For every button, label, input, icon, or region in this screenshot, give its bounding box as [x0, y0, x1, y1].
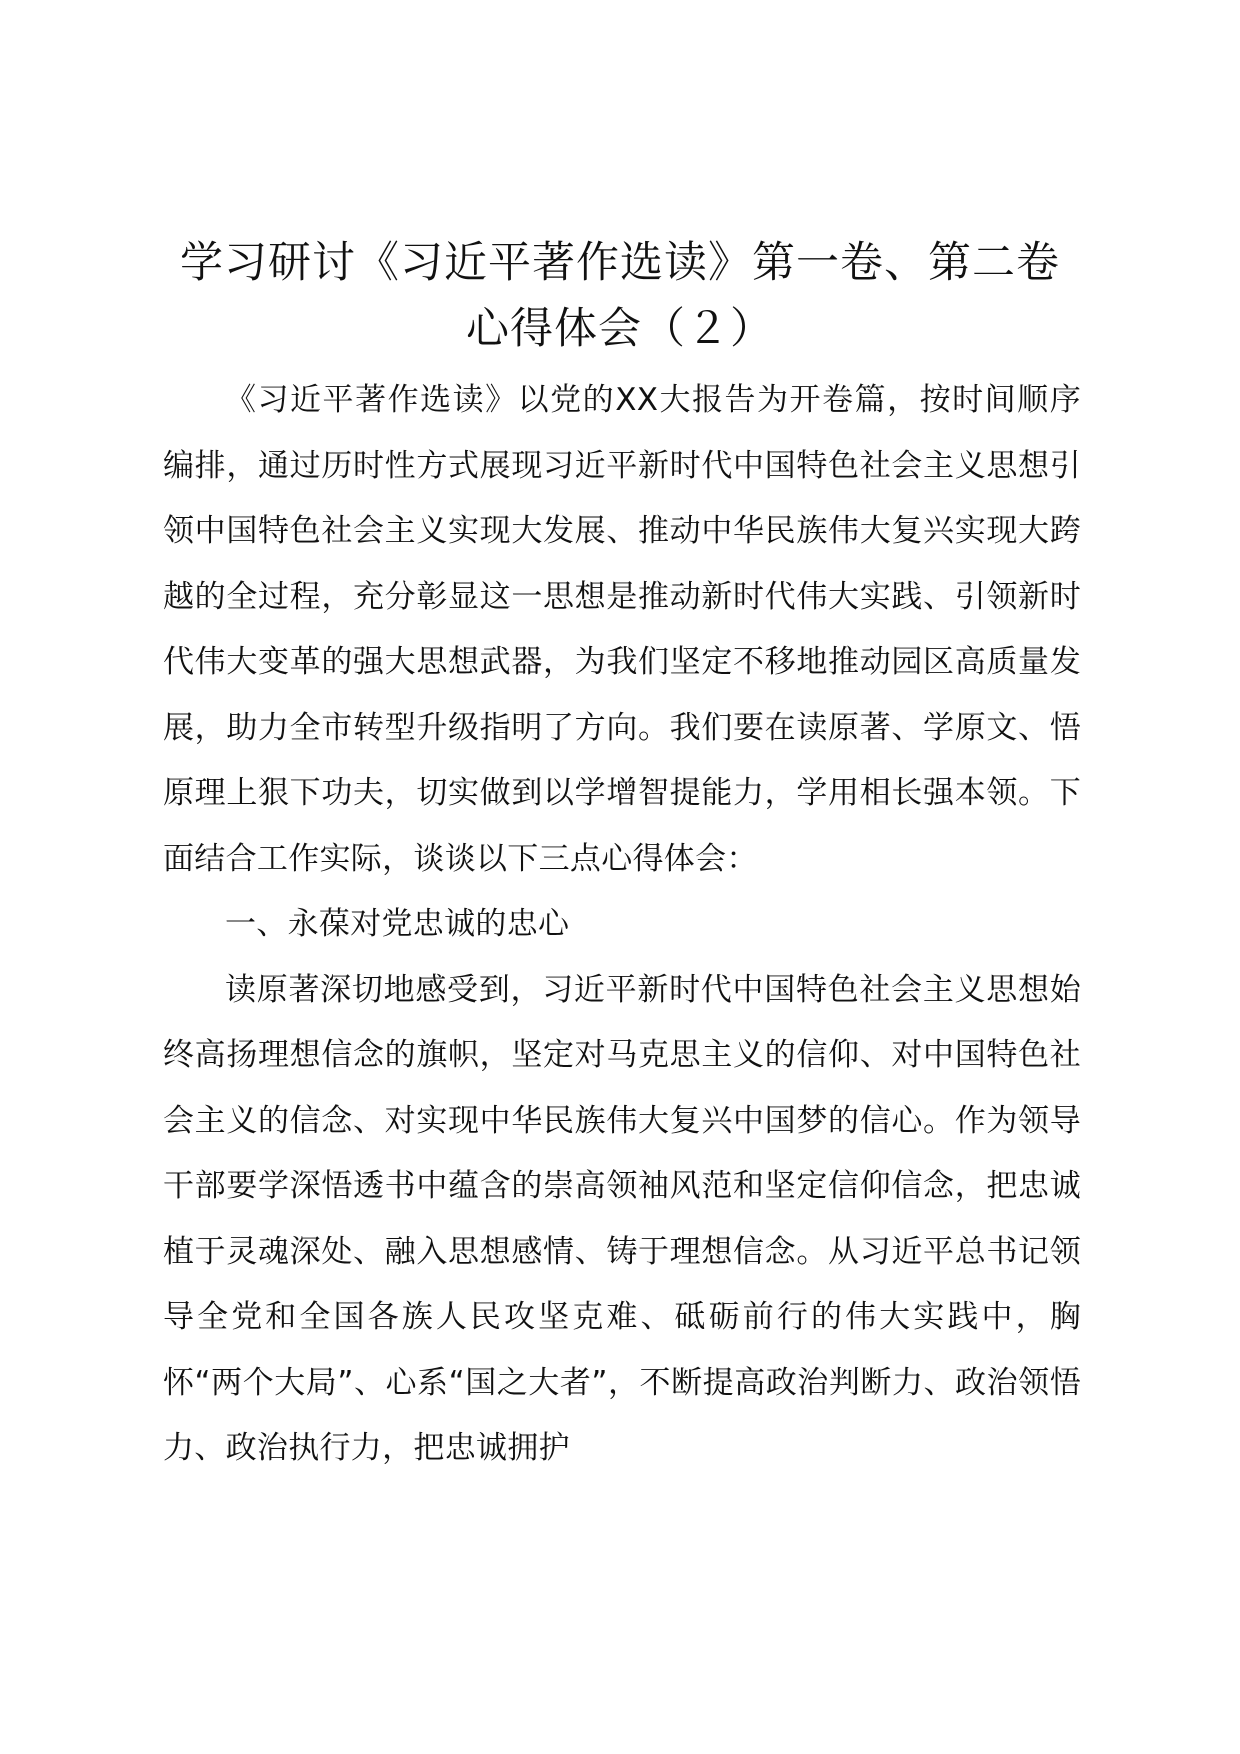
title-line-1: 学习研讨《习近平著作选读》第一卷、第二卷: [180, 238, 1060, 288]
section-heading-1: 一、永葆对党忠诚的忠心: [225, 906, 570, 942]
intro-paragraph: 《习近平著作选读》以党的XX大报告为开卷篇，按时间顺序编排，通过历时性方式展现习近平新时代中国特色社会主义思想引领中国特色社会主义实现大发展、推动中华民族伟大复兴实现大跨越的全过程，充分彰显这一思想是推动新时代伟大实践、引领新时代伟大变革的强大思想武器，为我们坚定不移地推动园区高质量发展，助力全市转型升级指明了方向。我们要在读原著、学原文、悟原理上狠下功夫，切实做到以学增智提能力，学用相长强本领。下面结合工作实际，谈谈以下三点心得体会：: [163, 382, 1081, 877]
section-1-paragraph: 读原著深切地感受到，习近平新时代中国特色社会主义思想始终高扬理想信念的旗帜，坚定对马克思主义的信仰、对中国特色社会主义的信念、对实现中华民族伟大复兴中国梦的信心。作为领导干部要学深悟透书中蕴含的崇高领袖风范和坚定信仰信念，把忠诚植于灵魂深处、融入思想感情、铸于理想信念。从习近平总书记领导全党和全国各族人民攻坚克难、砥砺前行的伟大实践中，胸怀“两个大局”、心系“国之大者”，不断提高政治判断力、政治领悟力、政治执行力，把忠诚拥护: [163, 971, 1081, 1466]
title-line-2: 心得体会（２）: [466, 304, 774, 354]
document-body: [163, 368, 1081, 1482]
document-title: [150, 230, 1090, 362]
